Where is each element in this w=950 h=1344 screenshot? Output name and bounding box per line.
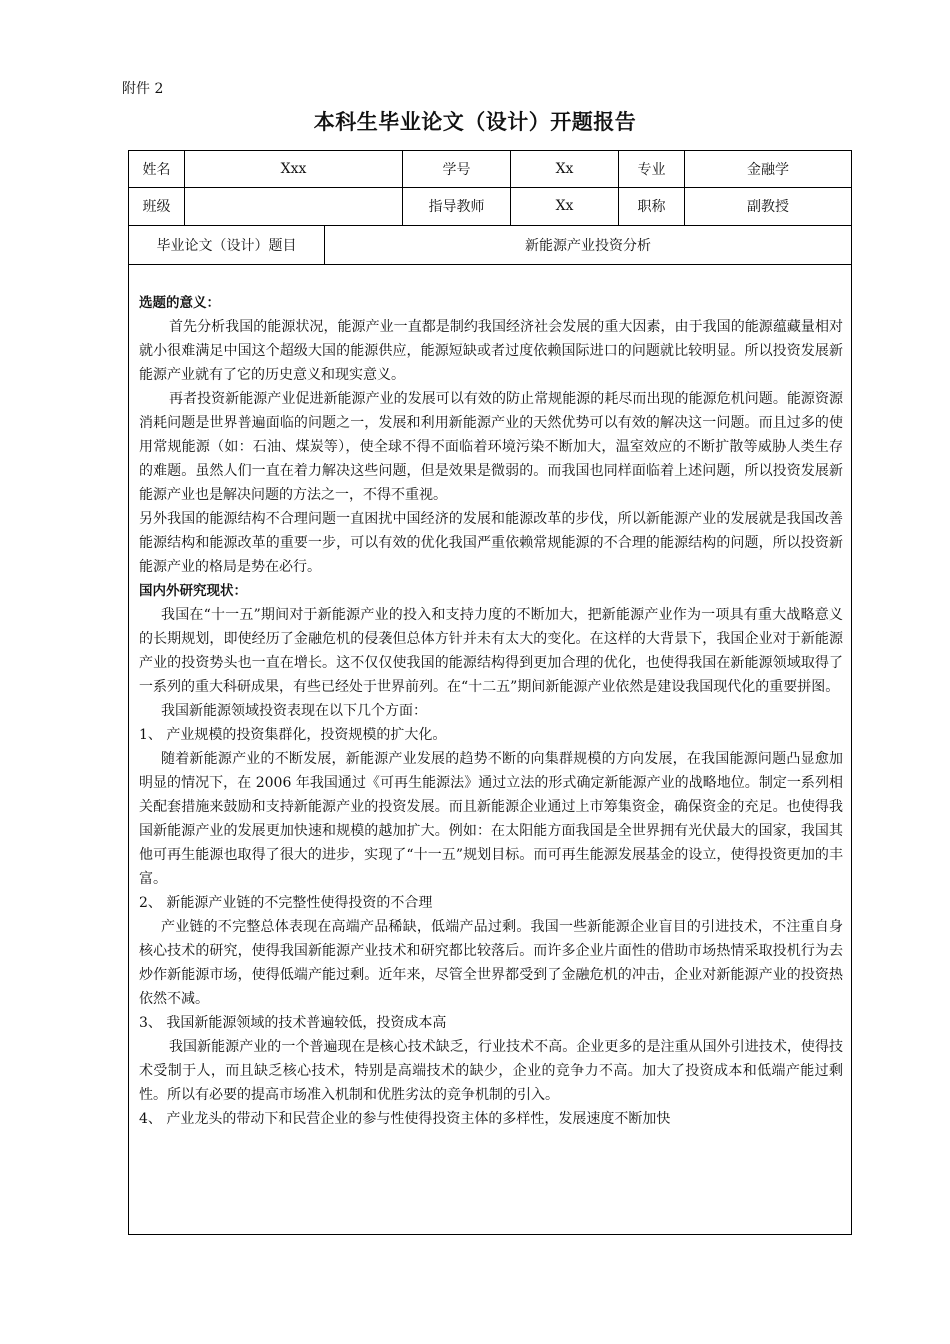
student-id-value: Xx [511, 151, 619, 187]
rank-value: 副教授 [747, 199, 789, 215]
list-item: 2、 新能源产业链的不完整性使得投资的不合理 [139, 895, 433, 911]
major-value: 金融学 [747, 162, 789, 178]
paragraph: 我国新能源产业的一个普遍现在是核心技术缺乏，行业技术不高。企业更多的是注重从国外引进技术，使得技术受制于人，而且缺乏核心技术，特别是高端技术的缺少，企业的竞争力不高。加大了投资成本和低端产能过剩性。所以有必要的提高市场准入机制和优胜劣汰的竞争机制的引入。 [139, 1039, 843, 1103]
paragraph: 首先分析我国的能源状况，能源产业一直都是制约我国经济社会发展的重大因素，由于我国的能源蕴藏量相对就小很难满足中国这个超级大国的能源供应，能源短缺或者过度依赖国际进口的问题就比较明显。所以投资发展新能源产业就有了它的历史意义和现实意义。 [139, 319, 843, 383]
class-label: 班级 [129, 187, 185, 225]
paragraph: 我国在“十一五”期间对于新能源产业的投入和支持力度的不断加大，把新能源产业作为一项具有重大战略意义的长期规划，即使经历了金融危机的侵袭但总体方针并未有太大的变化。在这样的大背景下，我国企业对于新能源产业的投资势头也一直在增长。这不仅仅使我国的能源结构得到更加合理的优化，也使得我国在新能源领域取得了一系列的重大科研成果，有些已经处于世界前列。在“十二五”期间新能源产业依然是建设我国现代化的重要拼图。 [139, 607, 843, 695]
advisor-label: 指导教师 [403, 187, 511, 225]
thesis-title-value: 新能源产业投资分析 [525, 237, 651, 254]
thesis-title-label: 毕业论文（设计）题目 [129, 225, 325, 264]
advisor-value: Xx [511, 187, 619, 225]
form-row-3 [129, 225, 851, 265]
paragraph: 再者投资新能源产业促进新能源产业的发展可以有效的防止常规能源的耗尽而出现的能源危机问题。能源资源消耗问题是世界普遍面临的问题之一，发展和利用新能源产业的天然优势可以有效的解决这一问题。而且过多的使用常规能源（如：石油、煤炭等），使全球不得不面临着环境污染不断加大，温室效应的不断扩散等威胁人类生存的难题。虽然人们一直在着力解决这些问题，但是效果是微弱的。而我国也同样面临着上述问题，所以投资发展新能源产业也是解决问题的方法之一，不得不重视。 [139, 391, 843, 503]
significance-heading: 选题的意义： [139, 295, 220, 311]
form-row-1 [129, 151, 851, 188]
proposal-body [139, 291, 843, 1234]
proposal-form [128, 150, 852, 1235]
paragraph: 随着新能源产业的不断发展，新能源产业发展的趋势不断的向集群规模的方向发展，在我国能源问题凸显愈加明显的情况下，在 2006 年我国通过《可再生能源法》通过立法的形式确定新能源产业的战略地位。制定一系列相关配套措施来鼓励和支持新能源产业的投资发展。而且新能源企业通过上市筹集资金，确保资金的充足。也使得我国新能源产业的发展更加快速和规模的越加扩大。例如：在太阳能方面我国是全世界拥有光伏最大的国家，我国其他可再生能源也取得了很大的进步，实现了“十一五”规划目标。而可再生能源发展基金的设立，使得投资更加的丰富。 [139, 751, 843, 887]
name-value: Xxx [185, 151, 403, 187]
list-item: 1、 产业规模的投资集群化，投资规模的扩大化。 [139, 727, 447, 743]
paragraph: 产业链的不完整总体表现在高端产品稀缺，低端产品过剩。我国一些新能源企业盲目的引进技术，不注重自身核心技术的研究，使得我国新能源产业技术和研究都比较落后。而许多企业片面性的借助市场热情采取投机行为去炒作新能源市场，使得低端产能过剩。近年来，尽管全世界都受到了金融危机的冲击，企业对新能源产业的投资热依然不减。 [139, 919, 843, 1007]
list-item: 3、 我国新能源领域的技术普遍较低，投资成本高 [139, 1015, 447, 1031]
student-id-label: 学号 [403, 151, 511, 187]
list-item: 4、 产业龙头的带动下和民营企业的参与性使得投资主体的多样性，发展速度不断加快 [139, 1111, 671, 1127]
form-row-2 [129, 187, 851, 226]
paragraph: 我国新能源领域投资表现在以下几个方面： [161, 703, 427, 719]
research-heading: 国内外研究现状： [139, 583, 247, 599]
major-label: 专业 [619, 151, 685, 187]
class-value [185, 187, 403, 225]
paragraph: 另外我国的能源结构不合理问题一直困扰中国经济的发展和能源改革的步伐，所以新能源产业的发展就是我国改善能源结构和能源改革的重要一步，可以有效的优化我国严重依赖常规能源的不合理的能源结构的问题，所以投资新能源产业的格局是势在必行。 [139, 511, 843, 575]
page-title: 本科生毕业论文（设计）开题报告 [313, 109, 637, 134]
rank-label: 职称 [619, 187, 685, 225]
name-label: 姓名 [129, 151, 185, 187]
attachment-label: 附件 2 [122, 81, 164, 97]
